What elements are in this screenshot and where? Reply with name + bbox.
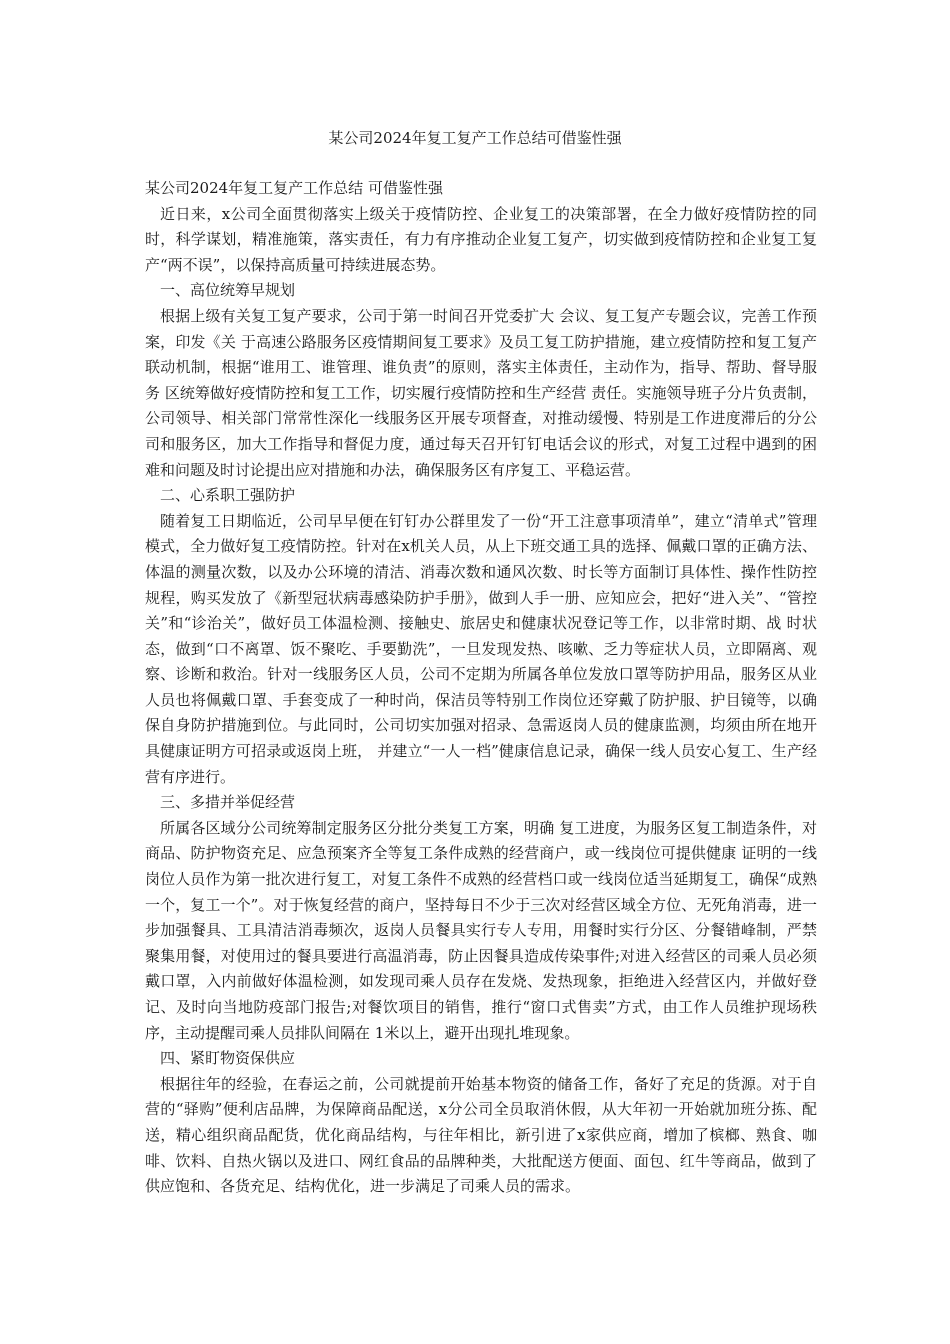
intro-paragraph: 近日来，x公司全面贯彻落实上级关于疫情防控、企业复工的决策部署，在全力做好疫情防控的同时，科学谋划，精准施策，落实责任，有力有序推动企业复工复产，切实做到疫情防控和企业复工复产“两不误”，以保持高质量可持续进展态势。 [145, 204, 817, 274]
section-body-2: 随着复工日期临近，公司早早便在钉钉办公群里发了一份“开工注意事项清单”，建立“清单式”管理模式，全力做好复工疫情防控。针对在x机关人员，从上下班交通工具的选择、佩戴口罩的正确方法、体温的测量次数，以及办公环境的清洁、消毒次数和通风次数、时长等方面制订具体性、操作性防控规程，购买发放了《新型冠状病毒感染防护手册》，做到人手一册、应知应会，把好“进入关”、“管控关”和“诊治关”，做好员工体温检测、接触史、旅居史和健康状况登记等工作，以非常时期、战 时状态，做到“口不离罩、饭不聚吃、手要勤洗”，一旦发现发热、咳嗽、乏力等症状人员，立即隔离、观察、诊断和救治。针对一线服务区人员，公司不定期为所属各单位发放口罩等防护用品，服务区从业人员也将佩戴口罩、手套变成了一种时尚，保洁员等特别工作岗位还穿戴了防护服、护目镜等，以确保自身防护措施到位。与此同时，公司切实加强对招录、急需返岗人员的健康监测，均须由所在地开具健康证明方可招录或返岗上班， 并建立“一人一档”健康信息记录，确保一线人员安心复工、生产经营有序进行。 [145, 511, 817, 786]
section-heading-3: 三、多措并举促经营 [160, 793, 296, 812]
section-heading-2: 二、心系职工强防护 [160, 486, 296, 505]
document-title: 某公司2024年复工复产工作总结可借鉴性强 [328, 129, 622, 147]
document-body [145, 176, 817, 1200]
document-subtitle: 某公司2024年复工复产工作总结 可借鉴性强 [145, 179, 443, 197]
section-body-4: 根据往年的经验，在春运之前，公司就提前开始基本物资的储备工作，备好了充足的货源。对于自营的“驿购”便利店品牌，为保障商品配送，x分公司全员取消休假，从大年初一开始就加班分拣、配送，精心组织商品配货，优化商品结构，与往年相比，新引进了x家供应商，增加了槟榔、熟食、咖啡、饮料、自热火锅以及进口、网红食品的品牌种类，大批配送方便面、面包、红牛等商品，做到了供应饱和、各货充足、结构优化，进一步满足了司乘人员的需求。 [145, 1074, 817, 1196]
section-heading-4: 四、紧盯物资保供应 [160, 1049, 296, 1068]
section-body-1: 根据上级有关复工复产要求，公司于第一时间召开党委扩大 会议、复工复产专题会议，完善工作预案，印发《关 于高速公路服务区疫情期间复工要求》及员工复工防护措施，建立疫情防控和复工复产联动机制，根据“谁用工、谁管理、谁负责”的原则，落实主体责任，主动作为，指导、帮助、督导服务 区统筹做好疫情防控和复工工作，切实履行疫情防控和生产经营 责任。实施领导班子分片负责制，公司领导、相关部门常常性深化一线服务区开展专项督查，对推动缓慢、特别是工作进度滞后的分公司和服务区，加大工作指导和督促力度，通过每天召开钉钉电话会议的形式，对复工过程中遇到的困难和问题及时讨论提出应对措施和办法，确保服务区有序复工、平稳运营。 [145, 306, 817, 479]
section-body-3: 所属各区域分公司统筹制定服务区分批分类复工方案，明确 复工进度，为服务区复工制造条件，对商品、防护物资充足、应急预案齐全等复工条件成熟的经营商户，或一线岗位可提供健康 证明的一线岗位人员作为第一批次进行复工，对复工条件不成熟的经营档口或一线岗位适当延期复工，确保“成熟一个，复工一个”。对于恢复经营的商户，坚持每日不少于三次对经营区域全方位、无死角消毒，进一步加强餐具、工具清洁消毒频次，返岗人员餐具实行专人专用，用餐时实行分区、分餐错峰制，严禁聚集用餐，对使用过的餐具要进行高温消毒，防止因餐具造成传染事件;对进入经营区的司乘人员必须戴口罩，入内前做好体温检测，如发现司乘人员存在发烧、发热现象，拒绝进入经营区内，并做好登记、及时向当地防疫部门报告;对餐饮项目的销售，推行“窗口式售卖”方式，由工作人员维护现场秩序，主动提醒司乘人员排队间隔在 1米以上，避开出现扎堆现象。 [145, 818, 817, 1042]
section-heading-1: 一、高位统筹早规划 [160, 281, 296, 300]
